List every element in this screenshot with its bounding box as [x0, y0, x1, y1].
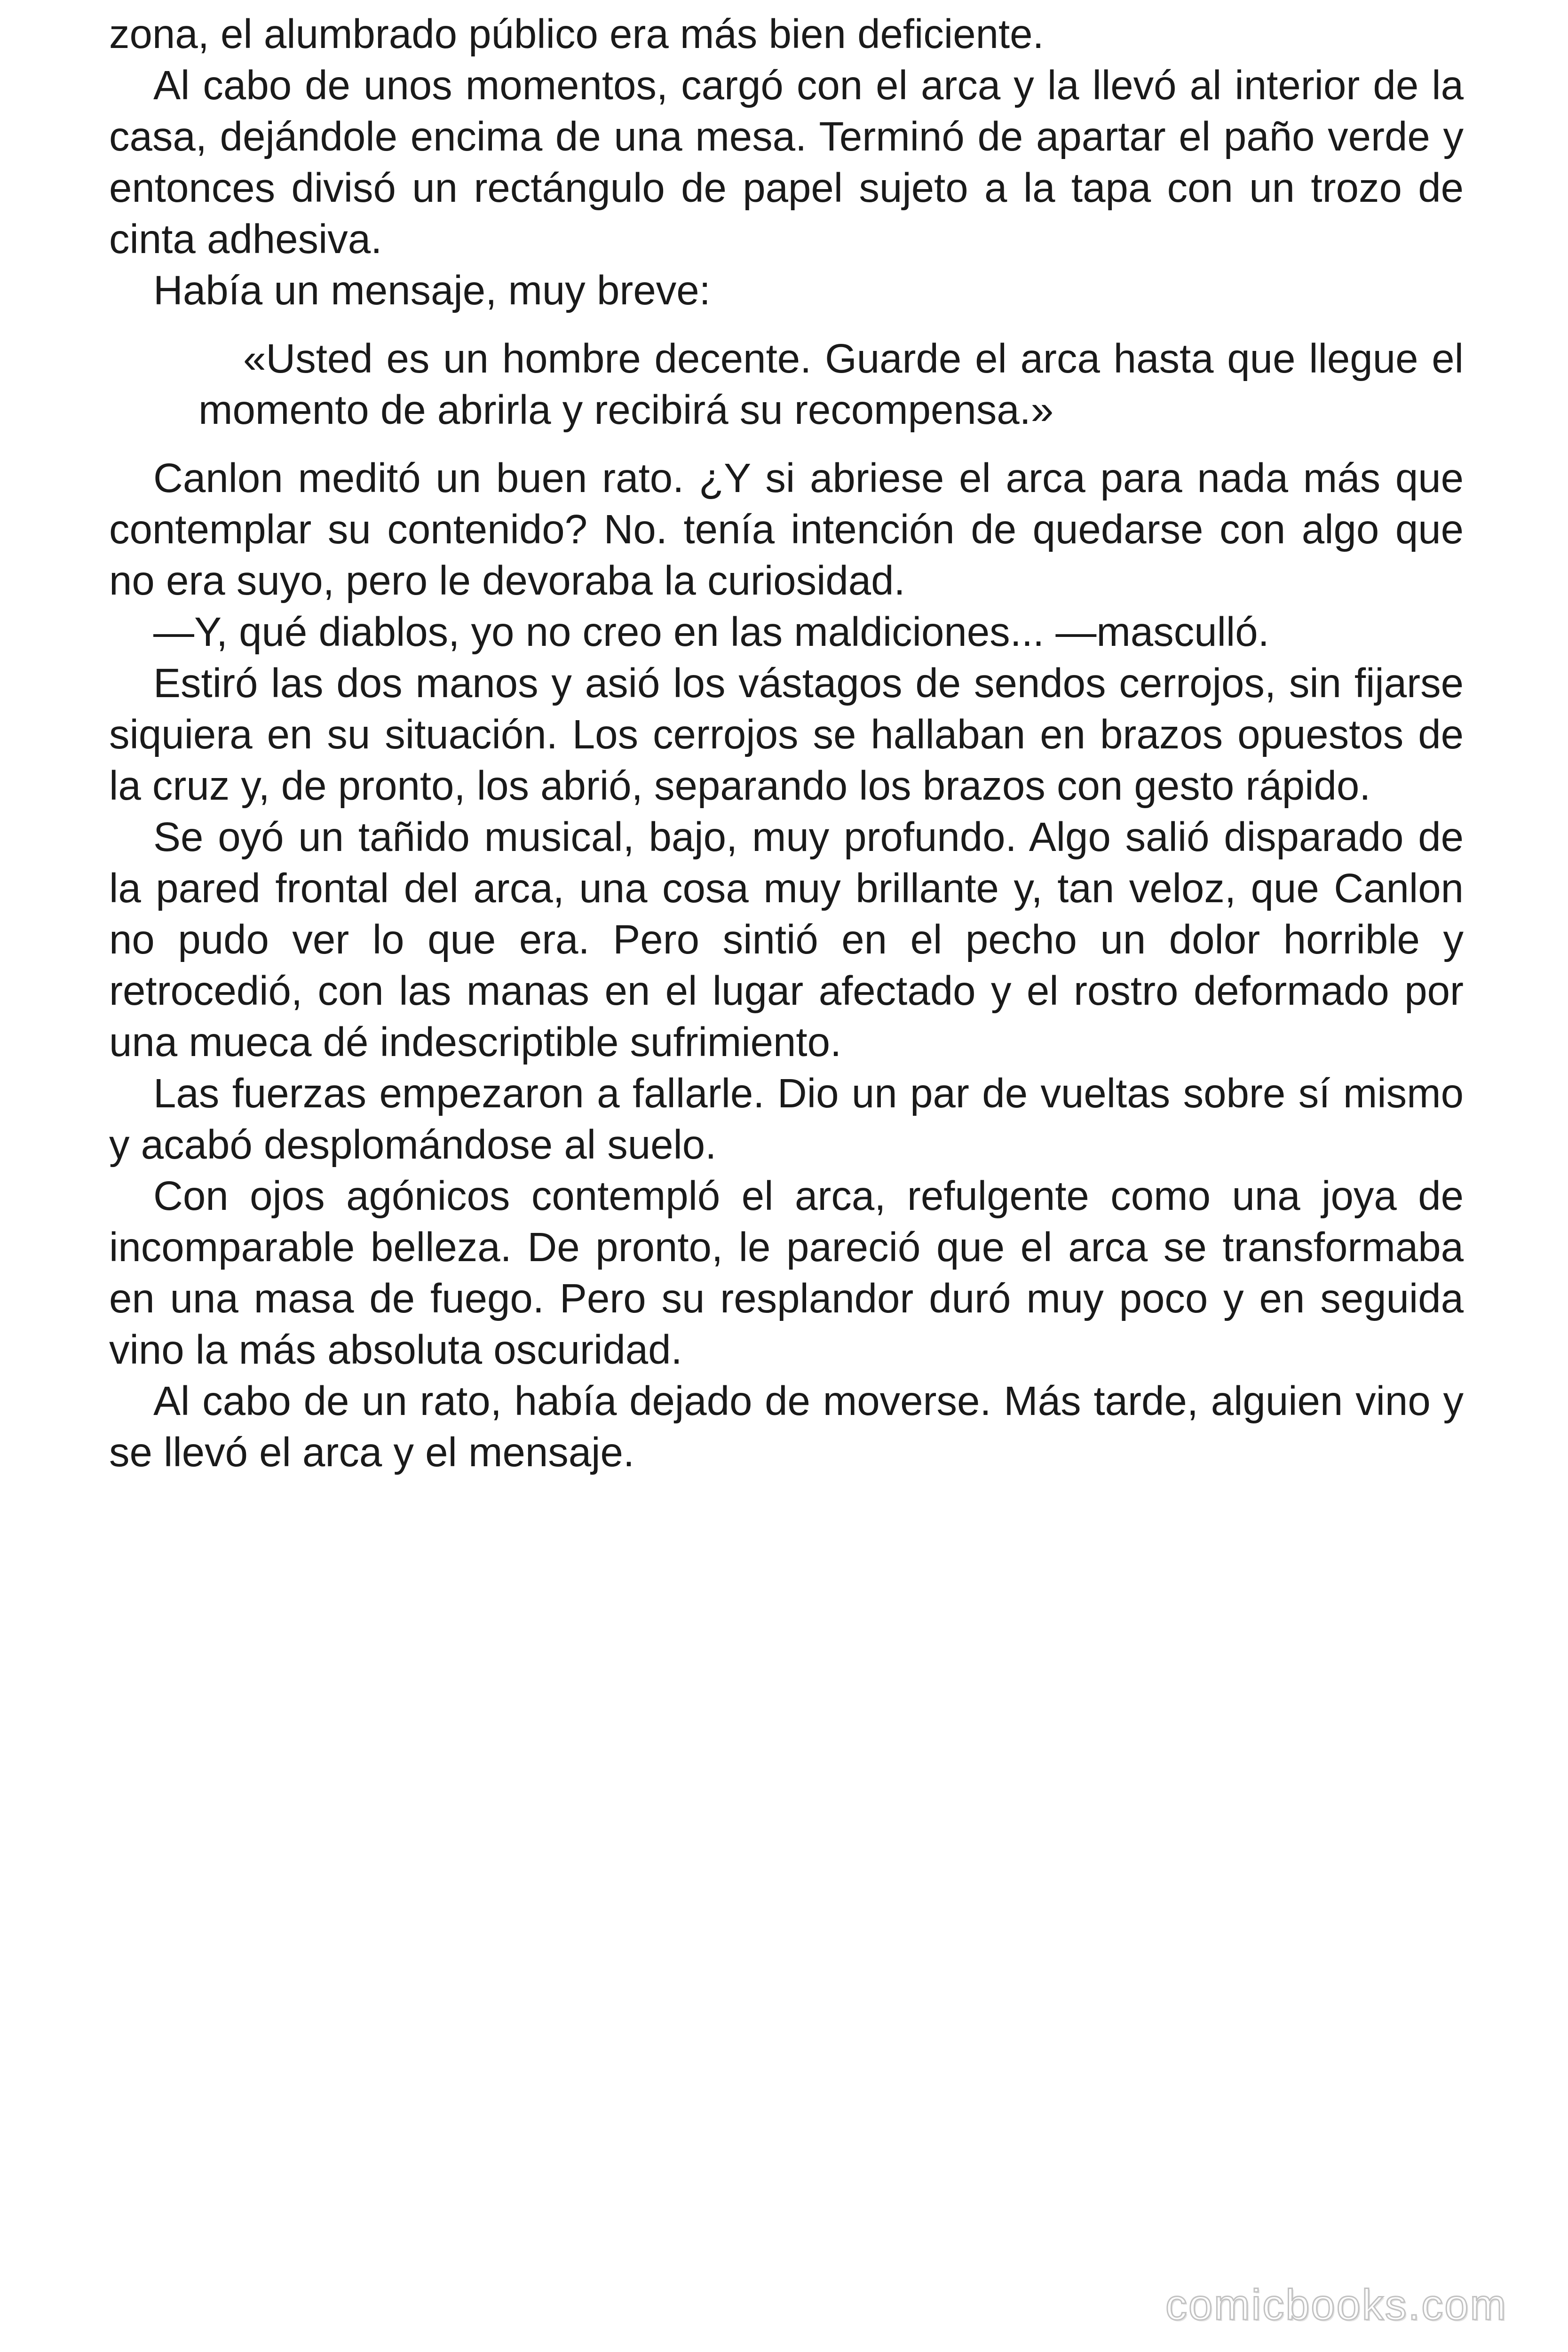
paragraph: Al cabo de unos momentos, cargó con el arca y la llevó al interior de la casa, dejándole encima de una mesa. Terminó de apartar el paño verde y entonces divisó un rectángulo de papel sujeto a la tapa con un trozo de cinta adhesiva. [109, 63, 1464, 262]
paragraph: Se oyó un tañido musical, bajo, muy profundo. Algo salió disparado de la pared frontal del arca, una cosa muy brillante y, tan veloz, que Canlon no pudo ver lo que era. Pero sintió en el pecho un dolor horrible y retrocedió, con las manas en el lugar afectado y el rostro deformado por una mueca dé indescriptible sufrimiento. [109, 814, 1464, 1065]
paragraph: Con ojos agónicos contempló el arca, refulgente como una joya de incomparable belleza. De pronto, le pareció que el arca se transformaba en una masa de fuego. Pero su resplandor duró muy poco y en seguida vino la más absoluta oscuridad. [109, 1173, 1464, 1373]
paragraph: Estiró las dos manos y asió los vástagos de sendos cerrojos, sin fijarse siquiera en su situación. Los cerrojos se hallaban en brazos opuestos de la cruz y, de pronto, los abrió, separando los brazos con gesto rápido. [109, 660, 1464, 809]
paragraph: Canlon meditó un buen rato. ¿Y si abriese el arca para nada más que contemplar su contenido? No. tenía intención de quedarse con algo que no era suyo, pero le devoraba la curiosidad. [109, 455, 1464, 604]
paragraph: Las fuerzas empezaron a fallarle. Dio un par de vueltas sobre sí mismo y acabó desplomándose al suelo. [109, 1071, 1464, 1168]
paragraph: Había un mensaje, muy breve: [153, 268, 711, 313]
page-body [109, 8, 1464, 1478]
opening-fragment: zona, el alumbrado público era más bien deficiente. [109, 11, 1044, 57]
watermark: comicbooks.com [1165, 2281, 1508, 2329]
paragraph: —Y, qué diablos, yo no creo en las maldiciones... —masculló. [153, 609, 1269, 655]
paragraph: Al cabo de un rato, había dejado de moverse. Más tarde, alguien vino y se llevó el arca y el mensaje. [109, 1378, 1464, 1475]
message-quote: «Usted es un hombre decente. Guarde el arca hasta que llegue el momento de abrirla y recibirá su recompensa.» [198, 336, 1464, 433]
